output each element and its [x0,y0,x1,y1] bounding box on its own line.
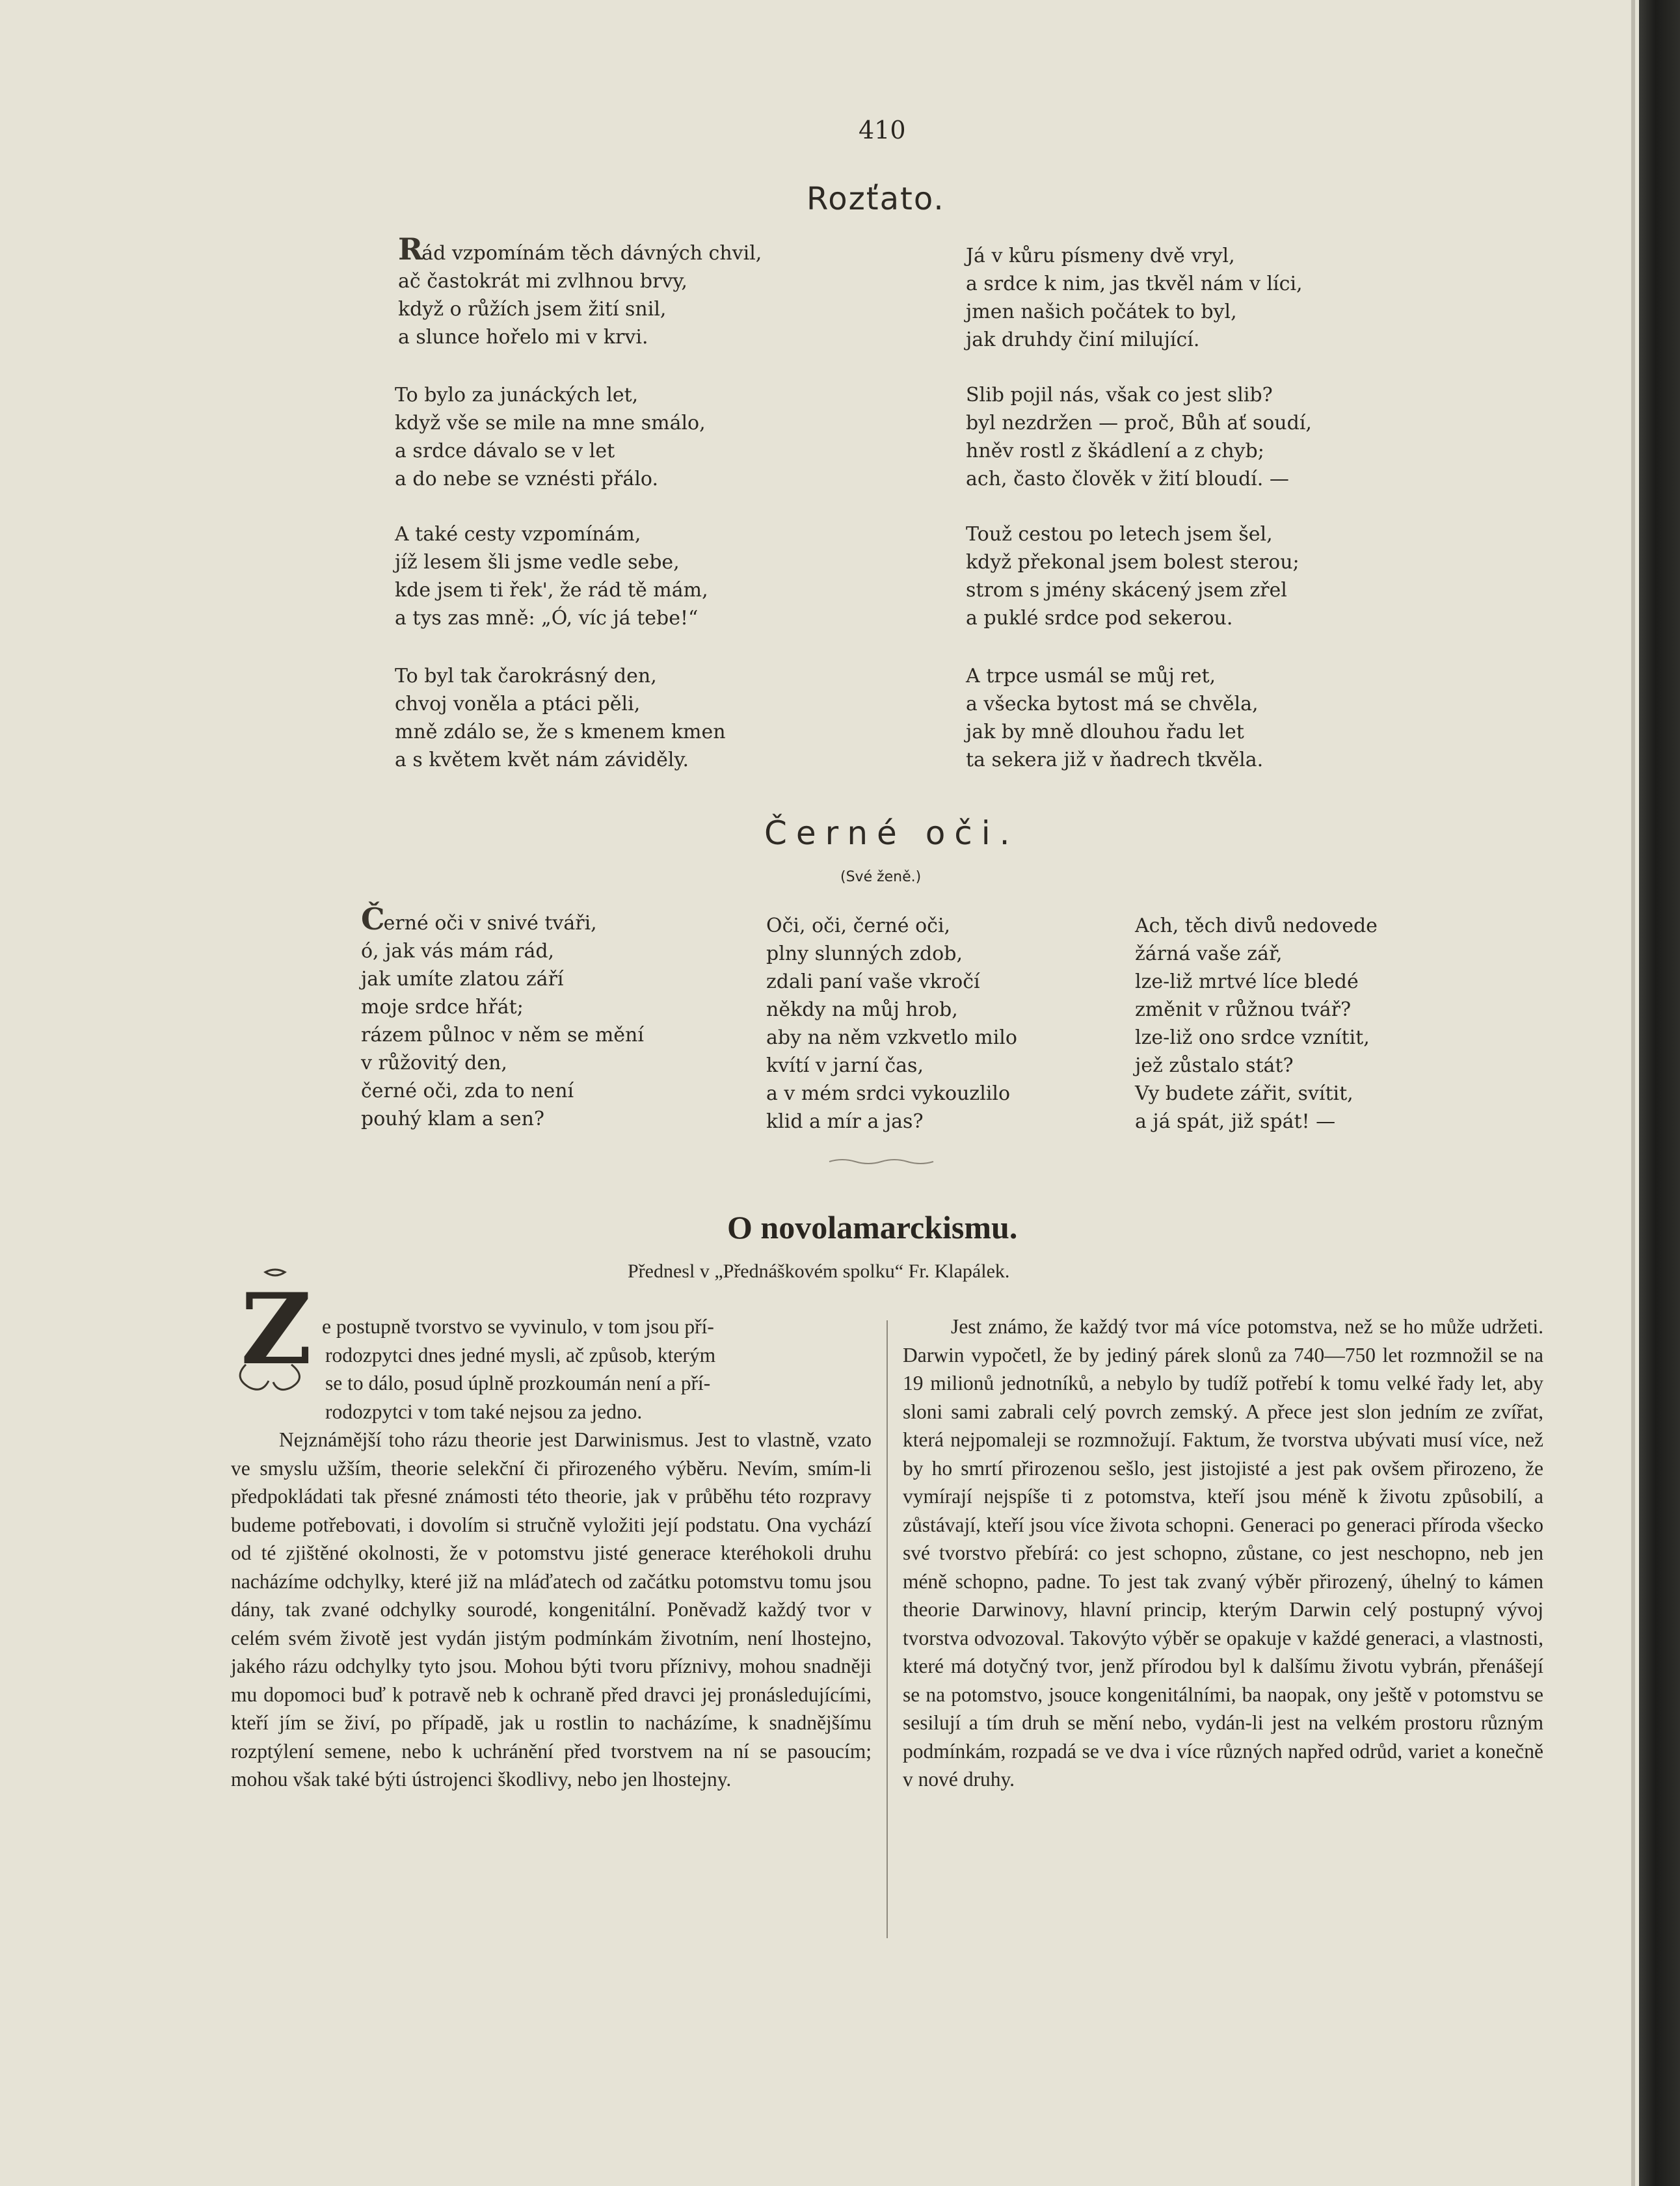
poem1-right-stanza-2: Slib pojil nás, však co jest slib? byl nezdržen — proč, Bůh ať soudí, hněv rostl z škádlení a z chyb; ach, často člověk v žití bloudí. — [966,384,1312,490]
poem2-dropcap: Č [361,901,384,937]
section-divider-ornament [826,1154,937,1167]
article-paragraph: Jest známo, že každý tvor má více potomstva, než se ho může udržeti. Darwin vypočetl, že by jediný párek slonů za 740—750 let rozmnožil se na 19 milionů jednotníků, a nebylo by tudíž potřebí k tomu velké řady let, aby sloni sami zabrali celý povrch zemský. A přece jest slon jedním ze zvířat, která nejpomaleji se rozmnožují. Faktum, že tvorstva ubývati musí více, než by ho smrtí přirozenou sešlo, jest jistojisté a jest pak ovšem přirozeno, že vymírají nejspíše ti z potomstva, kteří jsou méně k životu způsobilí, a zůstávají, kteří jsou více života schopni. Generaci po generaci příroda všecko své tvorstvo přebírá: co jest schopno, zůstane, co jest neschopno, neb jen méně schopno, padne. To jest tak zvaný výběr přirozený, úhelný to kámen theorie Darwinovy, hlavní princip, kterým Darwin celý postupný vývoj tvorstva odvozoval. Takovýto výběr se opakuje v každé generaci, a vlastnosti, které má dotyčný tvor, jenž přírodou byl k dalšímu životu vybrán, přenášejí se na potomstvo, jsouce kongenitálními, ba naopak, ony ještě v potomstvu se sesilují a tím druh se mění nebo, vydán-li jest na velkém prostoru různým podmínkám, rozpadá se ve dva i více různých napřed odrůd, variet a konečně v nové druhy. [903,1315,1543,1791]
article-column-right [903,1313,1543,1794]
article-title: O novolamarckismu. [727,1209,1018,1246]
article-paragraph: Nejznámější toho rázu theorie jest Darwinismus. Jest to vlastně, vzato ve smyslu užším, theorie selekční či přirozeného výběru. Nevím, smím-li předpokládati tak přesné známosti této theorie, jak v průběhu této rozpravy budeme potřebovati, i dovolím si stručně vyložiti její podstatu. Ona vychází od té zjištěné okolnosti, že v potomstvu jisté generace kteréhokoli druhu nacházíme odchylky, které již na mláďatech od začátku potomstvu tomu jsou dány, tak zvané odchylky sourodé, kongenitální. Poněvadž každý tvor v celém svém životě jest vydán jistým podmínkám životním, není lhostejno, jakého rázu odchylky tyto jsou. Mohou býti tvoru příznivy, mohou snadněji mu dopomoci buď k potravě neb k ochraně před dravci jej pronásledujícími, kteří jím se živí, po případě, jak u rostlin to nacházíme, k snadnějšímu rozptýlení semene, nebo k uchránění před tvorstvem na ní se pasoucím; mohou však také býti ústrojenci škodlivy, nebo jen lhostejny. [231,1428,872,1791]
book-spine-shadow [1639,0,1680,2186]
article-initial: Z [241,1272,312,1387]
poem2-col-3: Ach, těch divů nedovede žárná vaše zář, lze-liž mrtvé líce bledé změnit v růžnou tvář? lze-liž ono srdce vznítit, jež zůstalo stát? Vy budete zářit, svítit, a já spát, již spát! — [1135,914,1378,1133]
poem1-right-stanza-3: Touž cestou po letech jsem šel, když překonal jsem bolest sterou; strom s jmény skácený jsem zřel a puklé srdce pod sekerou. [966,523,1300,630]
page-number: 410 [859,116,906,144]
article-column-left: e postupně tvorstvo se vyvinulo, v tom jsou pří- rodozpytci dnes jedné mysli, ač způsob, kterým se to dálo, posud úplně prozkoumán není a pří- rodozpytci v tom také nejsou za jedno. Nejznámější toho rázu theorie jest Darwinismus. Jest to vlastně, vzato ve smyslu užším, theorie selekční či přirozeného výběru. Nevím, smím-li předpokládati tak přesné známosti této theorie, jak v průběhu této rozpravy budeme potřebovati, i dovolím si stručně vyložiti její podstatu. Ona vychází od té zjištěné okolnosti, že v potomstvu jisté generace kteréhokoli druhu nacházíme odchylky, které již na mláďatech od začátku potomstvu tomu jsou dány, tak zvané odchylky sourodé, kongenitální. Poněvadž každý tvor v celém svém životě jest vydán jistým podmínkám životním, není lhostejno, jakého rázu odchylky tyto jsou. Mohou býti tvoru příznivy, mohou snadněji mu dopomoci buď k potravě neb k ochraně před dravci jej pronásledujícími, kteří jím se živí, po případě, jak u rostlin to nacházíme, k snadnějšímu rozptýlení semene, nebo k uchránění před tvorstvem na ní se pasoucím; mohou však také býti ústrojenci škodlivy, nebo jen lhostejny. [231,1313,872,1794]
poem1-dropcap: R [398,232,422,267]
poem1-right-stanza-1: Já v kůru písmeny dvě vryl, a srdce k nim, jas tkvěl nám v líci, jmen našich počátek to byl, jak druhdy činí milující. [966,245,1303,351]
page-edge-line [1631,0,1635,2186]
column-rule [887,1320,888,1938]
poem1-left-stanza-4: To byl tak čarokrásný den, chvoj voněla a ptáci pěli, mně zdálo se, že s kmenem kmen a s květem květ nám záviděly. [395,665,726,771]
poem-title-rozťato: Rozťato. [807,181,945,217]
poem-title-cerne-oci: Černé oči. [764,814,1019,852]
poem2-col-1: Černé oči v snivé tváři, ó, jak vás mám rád, jak umíte zlatou září moje srdce hřát; rázem půlnoc v něm se mění v růžovitý den, černé oči, zda to není pouhý klam a sen? [361,901,644,1130]
poem-dedication: (Své ženě.) [840,869,922,885]
poem1-left-stanza-3: A také cesty vzpomínám, jíž lesem šli jsme vedle sebe, kde jsem ti řek', že rád tě mám, a tys zas mně: „Ó, víc já tebe!“ [395,523,708,630]
poem2-col-2: Oči, oči, černé oči, plny slunných zdob, zdali paní vaše vkročí někdy na můj hrob, aby na něm vzkvetlo milo kvítí v jarní čas, a v mém srdci vykouzlilo klid a mír a jas? [766,914,1017,1133]
poem1-left-stanza-1: Rád vzpomínám těch dávných chvil, ač častokrát mi zvlhnou brvy, když o růžích jsem žití snil, a slunce hořelo mi v krvi. [398,232,762,349]
poem1-right-stanza-4: A trpce usmál se můj ret, a všecka bytost má se chvěla, jak by mně dlouhou řadu let ta sekera již v ňadrech tkvěla. [966,665,1264,771]
article-byline: Přednesl v „Přednáškovém spolku“ Fr. Klapálek. [628,1260,1010,1282]
poem1-left-stanza-2: To bylo za junáckých let, když vše se mile na mne smálo, a srdce dávalo se v let a do nebe se vznésti přálo. [395,384,706,490]
